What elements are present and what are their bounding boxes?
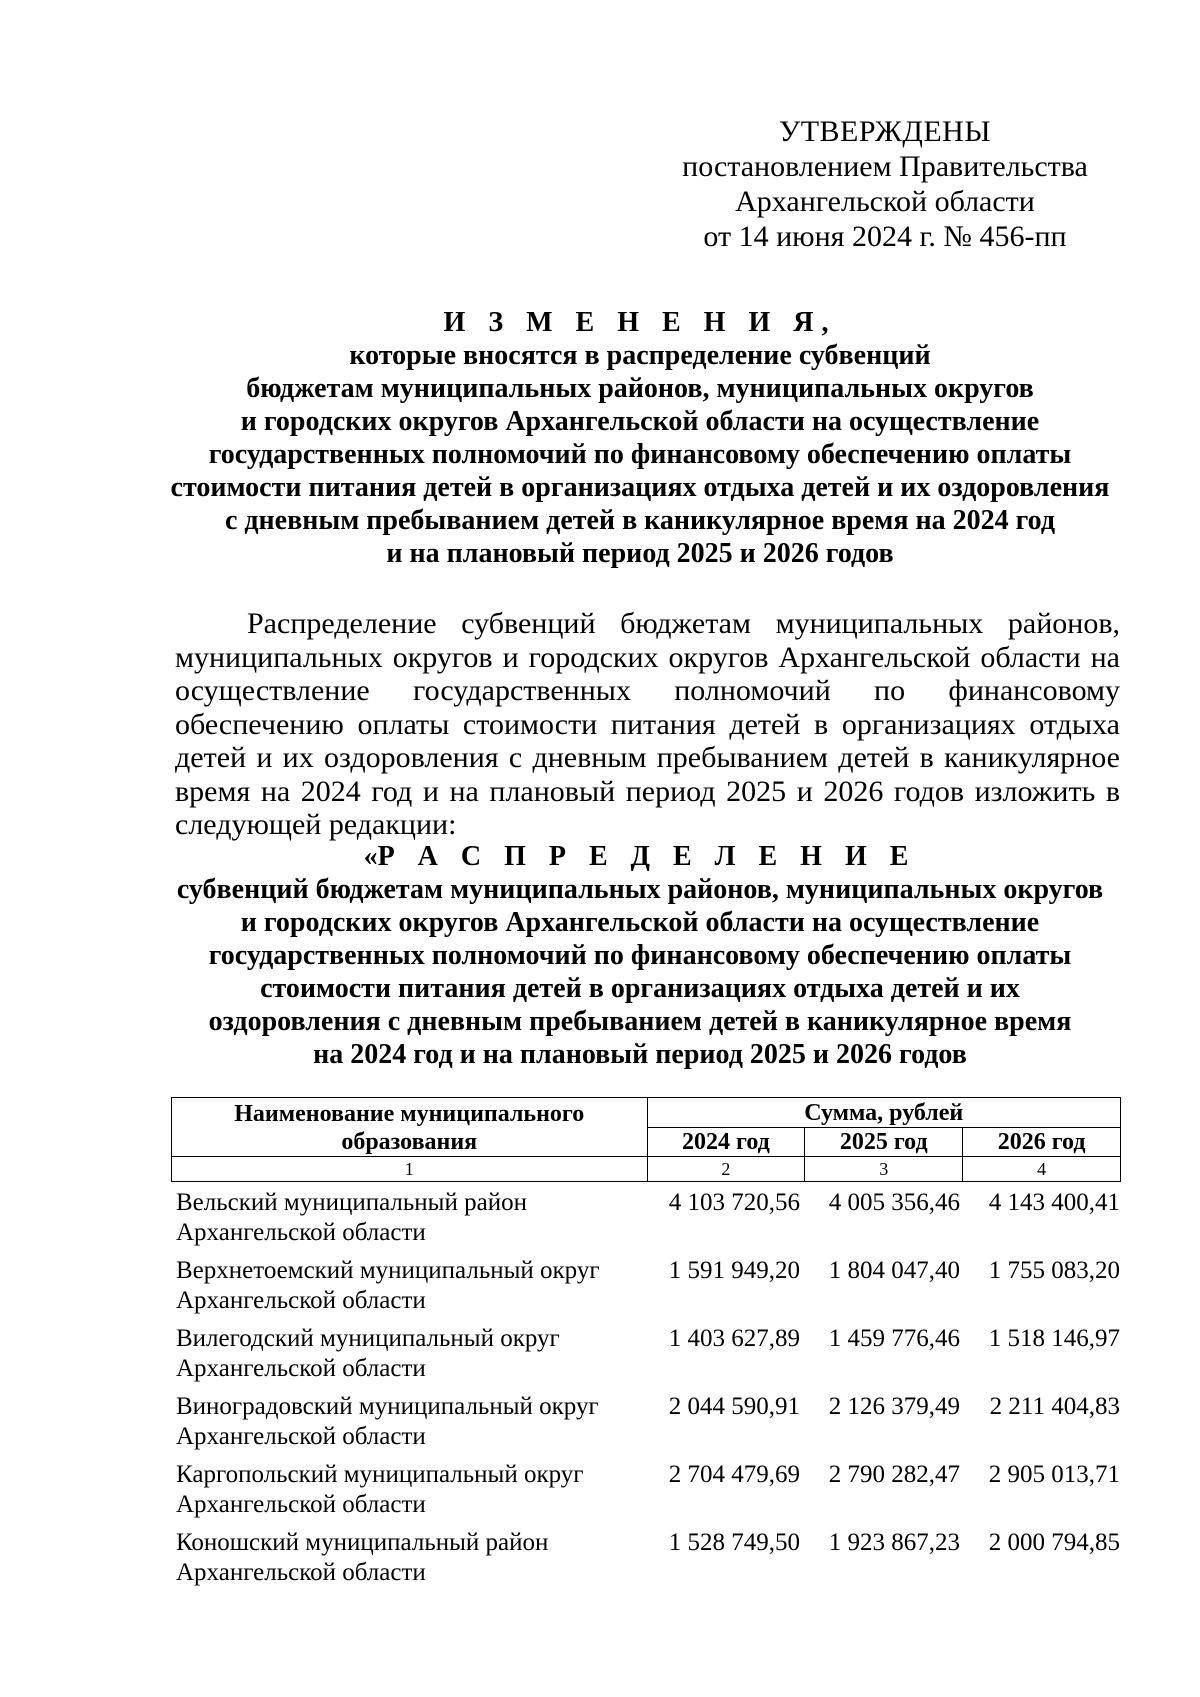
amount-2026: 4 143 400,41 [988, 1189, 1120, 1216]
changes-title-line: и городских округов Архангельской области на осуществление [240, 406, 1040, 437]
distribution-table-body [176, 1188, 1126, 1596]
municipality-name-line: Вилегодский муниципальный округ [176, 1325, 560, 1352]
municipality-name-line: Виноградовский муниципальный округ [176, 1393, 599, 1420]
amount-2026: 2 000 794,85 [988, 1529, 1120, 1556]
amount-2024: 2 044 590,91 [668, 1393, 800, 1420]
year-column-header: 2025 год [805, 1128, 963, 1157]
municipality-name-line: Вельский муниципальный район [176, 1189, 527, 1216]
column-number: 2 [647, 1157, 805, 1182]
amount-2025: 1 923 867,23 [828, 1529, 960, 1556]
amount-2024: 2 704 479,69 [668, 1461, 800, 1488]
changes-title-line: государственных полномочий по финансовому обеспечению оплаты [208, 439, 1072, 470]
distribution-title-line: стоимости питания детей в организациях отдыха детей и их [260, 973, 1020, 1004]
municipality-name-line: Коношский муниципальный район [176, 1529, 549, 1556]
intro-paragraph: Распределение субвенций бюджетам муниципальных районов, муниципальных округов и городских округов Архангельской области на осуществление государственных полномочий по финансовому обеспечению оплаты стоимости питания детей в организациях отдыха детей и их оздоровления с дневным пребыванием детей в каникулярное время на 2024 год и на плановый период 2025 и 2026 годов изложить в следующей редакции: [175, 607, 1120, 841]
table-row [176, 1188, 1126, 1256]
distribution-title-line: субвенций бюджетам муниципальных районов, муниципальных округов [176, 874, 1104, 905]
changes-title [160, 306, 1120, 570]
column-number: 3 [805, 1157, 963, 1182]
amount-2024: 4 103 720,56 [668, 1189, 800, 1216]
approval-stamp: УТВЕРЖДЕНЫ [778, 115, 992, 148]
table-row [176, 1460, 1126, 1528]
distribution-title-line: и городских округов Архангельской области на осуществление [240, 907, 1040, 938]
changes-title-line: с дневным пребыванием детей в каникулярное время на 2024 год [224, 505, 1056, 536]
approval-line: постановлением Правительства [682, 150, 1088, 183]
opening-quote: « [363, 841, 378, 872]
municipality-name [176, 1324, 642, 1392]
municipality-name-line: Архангельской области [176, 1559, 426, 1586]
amount-2024: 1 528 749,50 [668, 1529, 800, 1556]
amount-2025: 2 790 282,47 [828, 1461, 960, 1488]
municipality-name-line: Архангельской области [176, 1287, 426, 1314]
municipality-name-line: Архангельской области [176, 1219, 426, 1246]
amount-2026: 1 755 083,20 [988, 1257, 1120, 1284]
amount-2024: 1 403 627,89 [668, 1325, 800, 1352]
amount-2025: 1 459 776,46 [828, 1325, 960, 1352]
amount-2026: 1 518 146,97 [988, 1325, 1120, 1352]
approval-line: Архангельской области [735, 185, 1035, 218]
table-row [176, 1528, 1126, 1596]
amount-2025: 1 804 047,40 [828, 1257, 960, 1284]
amount-2025: 4 005 356,46 [828, 1189, 960, 1216]
municipality-name-line: Каргопольский муниципальный округ [176, 1461, 584, 1488]
changes-title-line: и на плановый период 2025 и 2026 годов [386, 538, 894, 569]
municipality-name [176, 1392, 642, 1460]
changes-heading: И З М Е Н Е Н И Я, [443, 307, 837, 338]
amount-2025: 2 126 379,49 [828, 1393, 960, 1420]
changes-title-line: стоимости питания детей в организациях отдыха детей и их оздоровления [170, 472, 1110, 503]
amount-2026: 2 905 013,71 [988, 1461, 1120, 1488]
year-column-header: 2026 год [963, 1128, 1121, 1157]
distribution-title-line: на 2024 год и на плановый период 2025 и 2026 годов [313, 1039, 967, 1070]
table-row [176, 1324, 1126, 1392]
approval-block [660, 114, 1110, 254]
distribution-table-header [171, 1097, 1121, 1182]
sum-column-header: Сумма, рублей [647, 1098, 1121, 1128]
column-number: 4 [963, 1157, 1121, 1182]
changes-title-line: которые вносятся в распределение субвенций [349, 340, 931, 371]
year-column-header: 2024 год [647, 1128, 805, 1157]
amount-2024: 1 591 949,20 [668, 1257, 800, 1284]
distribution-heading-text: Р А С П Р Е Д Е Л Е Н И Е [377, 841, 917, 872]
municipality-name-line: Архангельской области [176, 1423, 426, 1450]
municipality-column-header: Наименование муниципального образования [172, 1098, 648, 1157]
municipality-name [176, 1256, 642, 1324]
municipality-name-line: Архангельской области [176, 1491, 426, 1518]
distribution-title-line: государственных полномочий по финансовому обеспечению оплаты [208, 940, 1072, 971]
municipality-name-line: Верхнетоемский муниципальный округ [176, 1257, 600, 1284]
table-row [176, 1256, 1126, 1324]
distribution-heading [160, 840, 1120, 873]
municipality-name [176, 1460, 642, 1528]
distribution-title [160, 840, 1120, 1071]
municipality-name-line: Архангельской области [176, 1355, 426, 1382]
distribution-title-line: оздоровления с дневным пребыванием детей в каникулярное время [208, 1006, 1072, 1037]
column-number: 1 [172, 1157, 648, 1182]
changes-title-line: бюджетам муниципальных районов, муниципальных округов [246, 373, 1034, 404]
municipality-name [176, 1188, 642, 1256]
approval-line: от 14 июня 2024 г. № 456-пп [703, 220, 1067, 253]
table-row [176, 1392, 1126, 1460]
amount-2026: 2 211 404,83 [989, 1393, 1120, 1420]
municipality-name [176, 1528, 642, 1596]
